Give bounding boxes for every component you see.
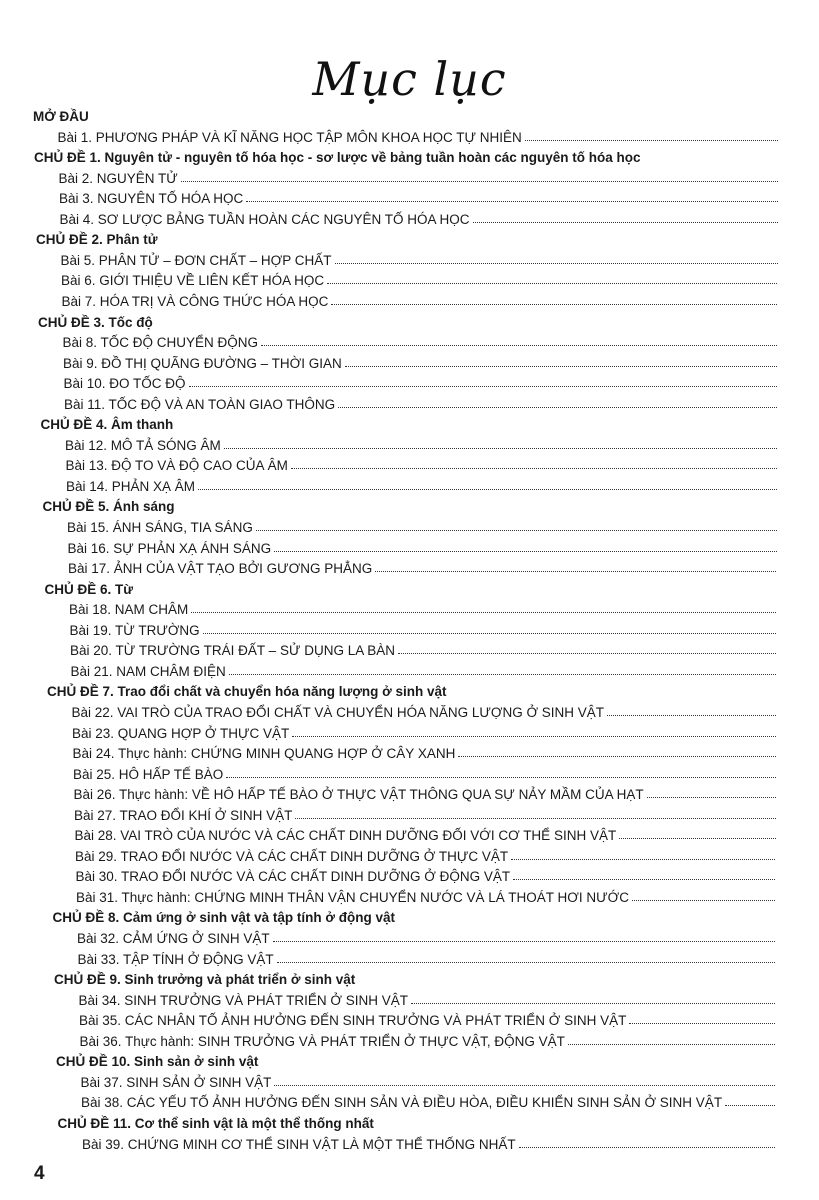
page-number: 4 xyxy=(34,1163,45,1184)
toc-entry-text: Bài 27. TRAO ĐỔI KHÍ Ở SINH VẬT xyxy=(74,807,293,823)
toc-entry xyxy=(74,803,776,823)
toc-entry-text: Bài 14. PHẢN XẠ ÂM xyxy=(66,478,196,494)
dot-leader xyxy=(198,488,777,490)
toc-entry-text: Bài 22. VAI TRÒ CỦA TRAO ĐỔI CHẤT VÀ CHUYỂN HÓA NĂNG LƯỢNG Ở SINH VẬT xyxy=(71,704,605,720)
toc-heading-text: CHỦ ĐỀ 11. Cơ thể sinh vật là một thể thống nhất xyxy=(57,1115,374,1131)
toc-entry xyxy=(79,1008,775,1028)
toc-entry-text: Bài 26. Thực hành: VỀ HÔ HẤP TẾ BÀO Ở THỰC VẬT THÔNG QUA SỰ NẢY MẦM CỦA HẠT xyxy=(73,787,644,803)
toc-entry xyxy=(66,474,777,494)
toc-entry-text: Bài 35. CÁC NHÂN TỐ ẢNH HƯỞNG ĐẾN SINH TRƯỞNG VÀ PHÁT TRIỂN Ở SINH VẬT xyxy=(79,1013,627,1029)
toc-heading-text: CHỦ ĐỀ 7. Trao đổi chất và chuyển hóa năng lượng ở sinh vật xyxy=(47,684,447,700)
dot-leader xyxy=(619,837,775,839)
toc-entry-text: Bài 25. HÔ HẤP TẾ BÀO xyxy=(73,766,224,782)
toc-entry xyxy=(75,844,775,864)
toc-heading xyxy=(41,412,777,432)
dot-leader xyxy=(191,611,776,613)
dot-leader xyxy=(511,858,775,860)
toc-entry xyxy=(65,433,777,453)
toc-entry xyxy=(63,330,778,350)
toc-entry xyxy=(67,515,777,535)
toc-entry-text: Bài 8. TỐC ĐỘ CHUYỂN ĐỘNG xyxy=(62,335,259,351)
toc-entry-text: Bài 38. CÁC YẾU TỐ ẢNH HƯỞNG ĐẾN SINH SẢN VÀ ĐIỀU HÒA, ĐIỀU KHIỂN SINH SẢN Ở SINH VẬT xyxy=(81,1095,723,1111)
toc-entry-text: Bài 1. PHƯƠNG PHÁP VÀ KĨ NĂNG HỌC TẬP MÔN KHOA HỌC TỰ NHIÊN xyxy=(57,129,522,145)
toc-heading xyxy=(43,494,777,514)
toc-entry-text: Bài 28. VAI TRÒ CỦA NƯỚC VÀ CÁC CHẤT DINH DƯỠNG ĐỐI VỚI CƠ THỂ SINH VẬT xyxy=(74,828,617,844)
toc-entry xyxy=(73,762,776,782)
toc-heading-text: CHỦ ĐỀ 4. Âm thanh xyxy=(40,417,174,433)
dot-leader xyxy=(647,796,776,798)
toc-entry-text: Bài 13. ĐỘ TO VÀ ĐỘ CAO CỦA ÂM xyxy=(65,458,288,474)
toc-entry-text: Bài 3. NGUYÊN TỐ HÓA HỌC xyxy=(59,191,244,207)
toc-entry xyxy=(74,782,776,802)
dot-leader xyxy=(473,221,778,223)
dot-leader xyxy=(338,406,777,408)
toc-entry xyxy=(81,1070,775,1090)
toc-entry xyxy=(69,597,776,617)
toc-heading xyxy=(56,1049,775,1069)
toc-entry-text: Bài 24. Thực hành: CHỨNG MINH QUANG HỢP Ở CÂY XANH xyxy=(72,746,456,762)
toc-entry xyxy=(70,638,776,658)
toc-heading xyxy=(54,967,775,987)
dot-leader xyxy=(519,1146,775,1148)
toc-entry-text: Bài 4. SƠ LƯỢC BẢNG TUẦN HOÀN CÁC NGUYÊN TỐ HÓA HỌC xyxy=(59,211,470,227)
toc-entry xyxy=(68,536,777,556)
dot-leader xyxy=(224,447,777,449)
toc-entry xyxy=(59,166,778,186)
toc-entry xyxy=(72,700,776,720)
dot-leader xyxy=(181,180,778,182)
dot-leader xyxy=(189,385,778,387)
dot-leader xyxy=(513,878,775,880)
toc-entry xyxy=(78,947,776,967)
toc-entry xyxy=(79,988,775,1008)
toc-entry-text: Bài 31. Thực hành: CHỨNG MINH THÂN VẬN CHUYỂN NƯỚC VÀ LÁ THOÁT HƠI NƯỚC xyxy=(76,889,629,905)
dot-leader xyxy=(327,282,777,284)
dot-leader xyxy=(256,529,777,531)
dot-leader xyxy=(607,714,776,716)
toc-entry-text: Bài 23. QUANG HỢP Ở THỰC VẬT xyxy=(72,725,290,741)
toc-heading xyxy=(45,577,777,597)
toc-entry-text: Bài 21. NAM CHÂM ĐIỆN xyxy=(70,663,226,679)
page-title: Mục lục xyxy=(312,52,507,106)
toc-entry xyxy=(64,371,778,391)
dot-leader xyxy=(345,365,777,367)
toc-entry xyxy=(75,823,776,843)
toc-entry-text: Bài 18. NAM CHÂM xyxy=(69,602,189,618)
dot-leader xyxy=(331,303,777,305)
toc-entry xyxy=(68,556,776,576)
toc-entry xyxy=(71,659,777,679)
toc-entry-text: Bài 15. ÁNH SÁNG, TIA SÁNG xyxy=(67,520,253,535)
toc-entry-text: Bài 2. NGUYÊN TỬ xyxy=(58,170,178,186)
toc-entry xyxy=(61,248,778,268)
toc-heading-text: CHỦ ĐỀ 10. Sinh sản ở sinh vật xyxy=(56,1054,259,1070)
toc-entry-text: Bài 17. ẢNH CỦA VẬT TẠO BỞI GƯƠNG PHẲNG xyxy=(68,561,373,577)
toc-heading xyxy=(38,310,777,330)
dot-leader xyxy=(398,652,776,654)
dot-leader xyxy=(226,776,775,778)
dot-leader xyxy=(273,940,776,942)
toc-entry xyxy=(59,186,778,206)
toc-entry-text: Bài 39. CHỨNG MINH CƠ THỂ SINH VẬT LÀ MỘT THỂ THỐNG NHẤT xyxy=(82,1136,516,1152)
toc-entry xyxy=(61,268,777,288)
dot-leader xyxy=(246,200,777,202)
toc-entry xyxy=(76,864,776,884)
toc-entry-text: Bài 37. SINH SẢN Ở SINH VẬT xyxy=(80,1074,272,1090)
dot-leader xyxy=(274,1084,774,1086)
dot-leader xyxy=(292,735,776,737)
toc-entry-text: Bài 16. SỰ PHẢN XẠ ÁNH SÁNG xyxy=(67,540,272,556)
dot-leader xyxy=(632,899,775,901)
dot-leader xyxy=(411,1002,775,1004)
toc-entry-text: Bài 30. TRAO ĐỔI NƯỚC VÀ CÁC CHẤT DINH DƯỠNG Ở ĐỘNG VẬT xyxy=(75,869,511,885)
toc-entry-text: Bài 5. PHÂN TỬ – ĐƠN CHẤT – HỢP CHẤT xyxy=(60,252,332,268)
dot-leader xyxy=(375,570,776,572)
dot-leader xyxy=(295,817,775,819)
toc-heading-text: MỞ ĐẦU xyxy=(33,109,89,124)
dot-leader xyxy=(229,673,776,675)
toc-entry-text: Bài 20. TỪ TRƯỜNG TRÁI ĐẤT – SỬ DỤNG LA BÀN xyxy=(70,643,396,659)
dot-leader xyxy=(274,550,776,552)
dot-leader xyxy=(568,1043,775,1045)
toc-heading-text: CHỦ ĐỀ 8. Cảm ứng ở sinh vật và tập tính ở động vật xyxy=(52,910,396,926)
toc-entry xyxy=(73,741,776,761)
dot-leader xyxy=(203,632,777,634)
toc-entry-text: Bài 36. Thực hành: SINH TRƯỞNG VÀ PHÁT TRIỂN Ở THỰC VẬT, ĐỘNG VẬT xyxy=(79,1033,565,1049)
toc-entry-text: Bài 7. HÓA TRỊ VÀ CÔNG THỨC HÓA HỌC xyxy=(61,293,329,309)
dot-leader xyxy=(277,961,775,963)
toc-entry-text: Bài 34. SINH TRƯỞNG VÀ PHÁT TRIỂN Ở SINH VẬT xyxy=(78,992,409,1008)
toc-heading-text: CHỦ ĐỀ 2. Phân tử xyxy=(36,232,158,248)
dot-leader xyxy=(261,344,777,346)
toc-heading-text: CHỦ ĐỀ 1. Nguyên tử - nguyên tố hóa học - sơ lược về bảng tuần hoàn các nguyên tố hóa học xyxy=(34,150,641,166)
toc-entry xyxy=(66,453,777,473)
dot-leader xyxy=(458,755,776,757)
toc-heading xyxy=(58,1111,775,1131)
toc-heading xyxy=(47,679,776,699)
toc-entry xyxy=(64,392,777,412)
toc-entry xyxy=(76,885,775,905)
dot-leader xyxy=(291,467,777,469)
toc-entry xyxy=(60,207,778,227)
dot-leader xyxy=(629,1022,775,1024)
toc-heading-text: CHỦ ĐỀ 6. Từ xyxy=(44,581,134,597)
toc-entry xyxy=(81,1090,775,1110)
toc-entry-text: Bài 10. ĐO TỐC ĐỘ xyxy=(63,376,186,392)
toc-heading-text: CHỦ ĐỀ 5. Ánh sáng xyxy=(42,499,175,515)
toc-entry-text: Bài 11. TỐC ĐỘ VÀ AN TOÀN GIAO THÔNG xyxy=(64,396,336,412)
dot-leader xyxy=(525,139,778,141)
toc-entry-text: Bài 12. MÔ TẢ SÓNG ÂM xyxy=(65,437,221,453)
toc-entry xyxy=(72,721,776,741)
toc-entry xyxy=(80,1029,775,1049)
toc-heading-text: CHỦ ĐỀ 3. Tốc độ xyxy=(38,314,153,330)
toc-entry-text: Bài 19. TỪ TRƯỜNG xyxy=(69,622,200,638)
toc-heading-text: CHỦ ĐỀ 9. Sinh trưởng và phát triển ở sinh vật xyxy=(54,972,356,988)
toc-heading xyxy=(33,104,778,124)
toc-entry-text: Bài 6. GIỚI THIỆU VỀ LIÊN KẾT HÓA HỌC xyxy=(61,273,325,289)
toc-entry xyxy=(62,289,778,309)
dot-leader xyxy=(725,1104,775,1106)
toc-entry-text: Bài 33. TẬP TÍNH Ở ĐỘNG VẬT xyxy=(77,951,274,967)
toc-heading xyxy=(36,227,778,247)
toc-entry xyxy=(58,125,778,145)
toc-heading xyxy=(53,905,776,925)
dot-leader xyxy=(335,262,778,264)
toc-entry xyxy=(63,351,777,371)
toc-entry-text: Bài 32. CẢM ỨNG Ở SINH VẬT xyxy=(77,931,270,946)
toc-entry xyxy=(77,926,775,946)
toc-heading xyxy=(34,145,778,165)
toc-entry xyxy=(70,618,777,638)
toc-entry-text: Bài 9. ĐỒ THỊ QUÃNG ĐƯỜNG – THỜI GIAN xyxy=(63,355,342,371)
toc-entry-text: Bài 29. TRAO ĐỔI NƯỚC VÀ CÁC CHẤT DINH DƯỠNG Ở THỰC VẬT xyxy=(75,848,509,864)
toc-entry xyxy=(82,1132,775,1152)
